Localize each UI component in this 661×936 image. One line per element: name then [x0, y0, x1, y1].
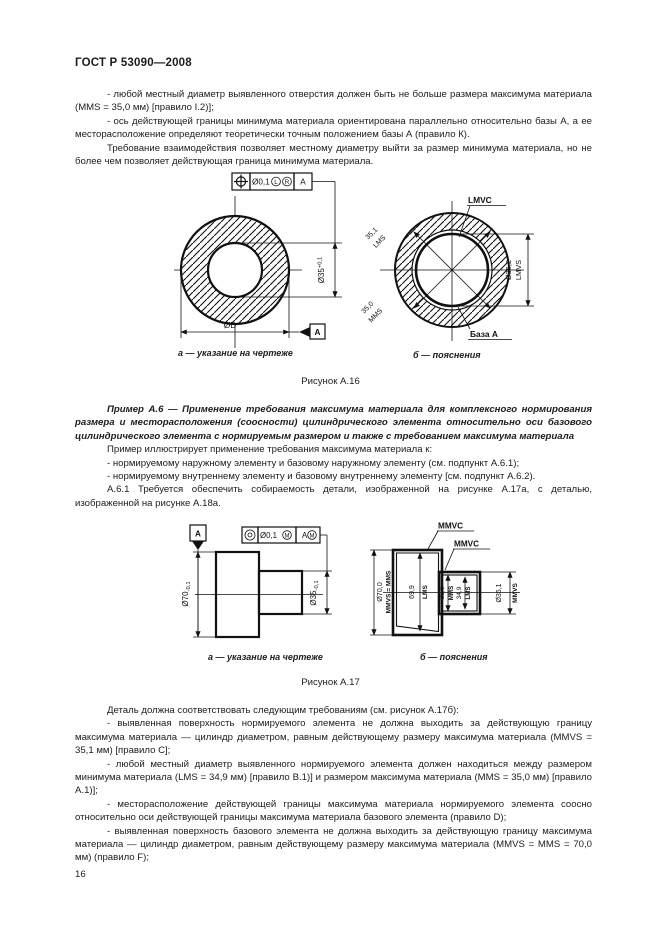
fig-a17-drawing-indication [155, 523, 370, 651]
figure-a16 [0, 166, 661, 394]
page-number: 16 [75, 869, 86, 880]
hole-circle [208, 243, 262, 297]
subfigure-caption-a: а — указание на чертеже [208, 652, 323, 662]
paragraph: - любой местный диаметр выявленного нормируемого элемента должен находиться между размером минимума материала (LMS = 34,9 мм) [правило B.1)] и размером максимума материала (MMS = 35,0 мм) [правило A.1)]; [75, 758, 592, 797]
datum-reference: A [302, 531, 308, 540]
paragraph: - выявленная поверхность нормируемого элемента не должна выходить за действующую границу максимума материала — цилиндр диаметром, равным действующему размеру максимума материала (MMVS = 35,1 мм) [правило C]; [75, 718, 592, 757]
leader-line [428, 531, 438, 549]
fig-a16-drawing-indication [172, 166, 347, 364]
intro-text [75, 88, 592, 168]
figure-a17 [0, 520, 661, 700]
subfigure-caption-a: а — указание на чертеже [178, 348, 293, 358]
svg-text:R: R [284, 179, 290, 186]
paragraph: - любой местный диаметр выявленного отверстия должен быть не больше размера максимума материала (MMS = 35,0 мм) [правило I.2)]; [75, 89, 592, 114]
lmc-modifier-icon [272, 177, 281, 186]
paragraph: - нормируемому внутреннему элементу и базовому внутреннему элементу [см. подпункт А.6.2). [107, 471, 536, 483]
subfigure-caption-b: б — пояснения [420, 652, 488, 662]
example-title: Пример А.6 — Применение требования максимума материала для комплексного нормирования размера и месторасположения (соосности) цилиндрического элемента относительно оси базового цилиндрического элемента с нормируемым размером и также с требованием максимума материала [75, 404, 592, 442]
feature-control-frame [232, 173, 312, 190]
paragraph: Требование взаимодействия позволяет местному диаметру выйти за размер минимума материала, но не более чем позволяет действующая граница минимума материала. [75, 142, 592, 168]
coaxiality-symbol-icon [245, 530, 255, 540]
small-cylinder [259, 571, 302, 614]
lms-name-label: LMS [372, 234, 388, 250]
paragraph: Деталь должна соответствовать следующим требованиям (см. рисунок А.17б): [107, 705, 459, 716]
mmc-datum-modifier-icon [308, 531, 317, 540]
leader-line [445, 549, 454, 570]
lmvs-value-label: Ø35,2 [504, 259, 513, 281]
lms-big-value-label: 69,9 [409, 585, 416, 599]
lmvc-label: LMVC [468, 195, 492, 205]
subfigure-caption-b: б — пояснения [413, 350, 481, 360]
example-text [75, 403, 592, 510]
page-title: ГОСТ Р 53090—2008 [75, 57, 192, 69]
lms-small-value-label: 34,9 [456, 586, 463, 600]
mms-small-value-label: 35,0 [439, 586, 446, 600]
paragraph: - месторасположение действующей границы максимума материала нормируемого элемента соосно относительно оси действующей границы максимума материала базового элемента (правило D); [75, 798, 592, 824]
mmvc-label: MMVC [454, 539, 480, 549]
paragraph: - нормируемому наружному элементу и базовому наружному элементу (см. подпункт А.6.1); [107, 457, 520, 469]
figure-caption: Рисунок А.16 [301, 376, 360, 387]
mms-name-label: MMS [367, 307, 385, 325]
hole-diameter-label: $Ø35^{+0,1}$ [317, 256, 326, 284]
tolerance-value: Ø0,1 [260, 531, 277, 540]
figure-caption: Рисунок А.17 [301, 677, 360, 688]
feature-control-frame [242, 527, 320, 543]
datum-a-label: База А [470, 329, 498, 339]
mmvs-small-value-label: Ø35,1 [496, 583, 503, 603]
svg-text:M: M [284, 533, 290, 540]
big-diameter-label: $Ø70_{-0,1}$ [181, 581, 193, 607]
lms-small-name-label: LMS [465, 586, 472, 600]
mms-value-label: 35,0 [360, 300, 376, 316]
mmvc-label: MMVC [438, 521, 464, 531]
paragraph: А.6.1 Требуется обеспечить собираемость детали, изображенной на рисунке А.17а, с деталью, изображенной на рисунке А.18а. [75, 484, 592, 509]
mmvs-big-value-label: Ø70,0 [375, 582, 384, 602]
svg-text:M: M [309, 533, 315, 540]
small-diameter-label: $Ø35_{-0,1}$ [309, 580, 321, 606]
mmc-modifier-icon [283, 531, 292, 540]
lms-big-name-label: LMS [422, 585, 429, 599]
mmvs-small-name-label: MMVS [512, 583, 519, 603]
lms-value-label: 35,1 [364, 226, 380, 242]
position-symbol-icon [234, 175, 248, 189]
lmvs-name-label: LMVS [514, 259, 523, 281]
datum-label: A [314, 328, 321, 337]
paragraph: - ось действующей границы минимума материала ориентирована параллельно относительно базы А, а ее месторасположение определяют теоретически точным положением базы А (правило К). [75, 115, 592, 141]
outer-diameter-label: ØD [223, 320, 237, 330]
paragraph: - выявленная поверхность базового элемента не должна выходить за действующую границу максимума материала — цилиндр диаметром, равным действующему размеру максимума материала (MMVS = MMS = 70,0 мм) (правило F); [75, 825, 592, 864]
mmvs-big-name-label: MMVS = MMS [385, 570, 393, 614]
svg-text:L: L [274, 179, 278, 186]
datum-label: A [195, 529, 201, 539]
fig-a16-drawing-explanation [360, 193, 558, 358]
paragraph: Пример иллюстрирует применение требования максимума материала к: [107, 444, 433, 456]
datum-triangle-icon [192, 541, 204, 550]
datum-reference: A [300, 177, 306, 187]
requirements-text [75, 704, 592, 865]
mms-small-name-label: MMS [448, 585, 455, 601]
reciprocity-modifier-icon [283, 177, 292, 186]
datum-triangle-icon [299, 327, 310, 337]
fig-a17-drawing-explanation [368, 520, 553, 650]
tolerance-value: Ø0,1 [252, 177, 270, 187]
